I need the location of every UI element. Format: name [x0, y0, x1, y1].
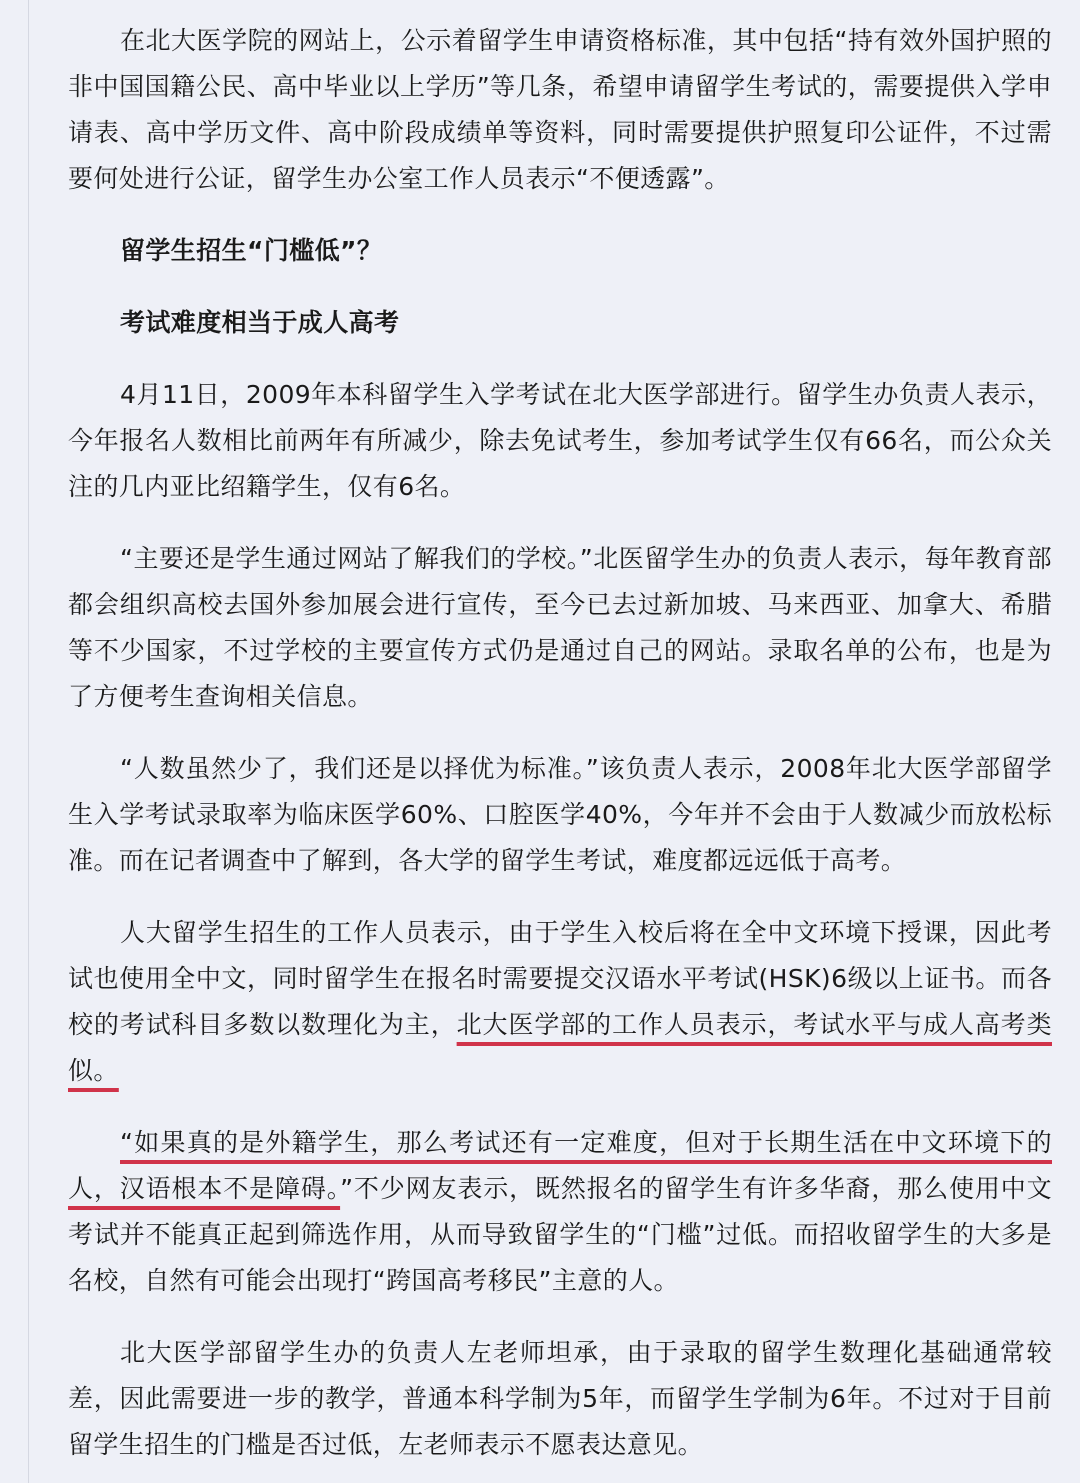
left-divider [28, 0, 29, 1483]
paragraph-5-text: 人大留学生招生的工作人员表示，由于学生入校后将在全中文环境下授课，因此考试也使用全中文，同时留学生在报名时需要提交汉语水平考试(HSK)6级以上证书。而各校的考试科目多数以数理化为主， [68, 918, 1052, 1039]
paragraph-2: 4月11日，2009年本科留学生入学考试在北大医学部进行。留学生办负责人表示，今年报名人数相比前两年有所减少，除去免试考生，参加考试学生仅有66名，而公众关注的几内亚比绍籍学生，仅有6名。 [68, 380, 1052, 501]
paragraph-6 [68, 1120, 1052, 1304]
underlined-quote-2: “如果真的是外籍学生，那么考试还有一定难度，但对于长期生活在中文环境下的人，汉语根本不是障碍。 [68, 1128, 1052, 1203]
paragraph-4: “人数虽然少了，我们还是以择优为标准。”该负责人表示，2008年北大医学部留学生入学考试录取率为临床医学60%、口腔医学40%，今年并不会由于人数减少而放松标准。而在记者调查中了解到，各大学的留学生考试，难度都远远低于高考。 [68, 754, 1052, 875]
paragraph-3: “主要还是学生通过网站了解我们的学校。”北医留学生办的负责人表示，每年教育部都会组织高校去国外参加展会进行宣传，至今已去过新加坡、马来西亚、加拿大、希腊等不少国家，不过学校的主要宣传方式仍是通过自己的网站。录取名单的公布，也是为了方便考生查询相关信息。 [68, 544, 1052, 711]
paragraph-7: 北大医学部留学生办的负责人左老师坦承，由于录取的留学生数理化基础通常较差，因此需要进一步的教学，普通本科学制为5年，而留学生学制为6年。不过对于目前留学生招生的门槛是否过低，左老师表示不愿表达意见。 [68, 1338, 1052, 1459]
paragraph-5 [68, 910, 1052, 1094]
paragraph-1: 在北大医学院的网站上，公示着留学生申请资格标准，其中包括“持有效外国护照的非中国国籍公民、高中毕业以上学历”等几条，希望申请留学生考试的，需要提供入学申请表、高中学历文件、高中阶段成绩单等资料，同时需要提供护照复印公证件，不过需要何处进行公证，留学生办公室工作人员表示“不便透露”。 [68, 26, 1052, 193]
paragraph-6-text: ”不少网友表示，既然报名的留学生有许多华裔，那么使用中文考试并不能真正起到筛选作用，从而导致留学生的“门槛”过低。而招收留学生的大多是名校，自然有可能会出现打“跨国高考移民”主意的人。 [68, 1174, 1052, 1295]
section-subheading: 考试难度相当于成人高考 [120, 308, 400, 337]
underlined-quote-1: 北大医学部的工作人员表示，考试水平与成人高考类似。 [68, 1010, 1052, 1085]
section-heading: 留学生招生“门槛低”？ [120, 236, 383, 265]
